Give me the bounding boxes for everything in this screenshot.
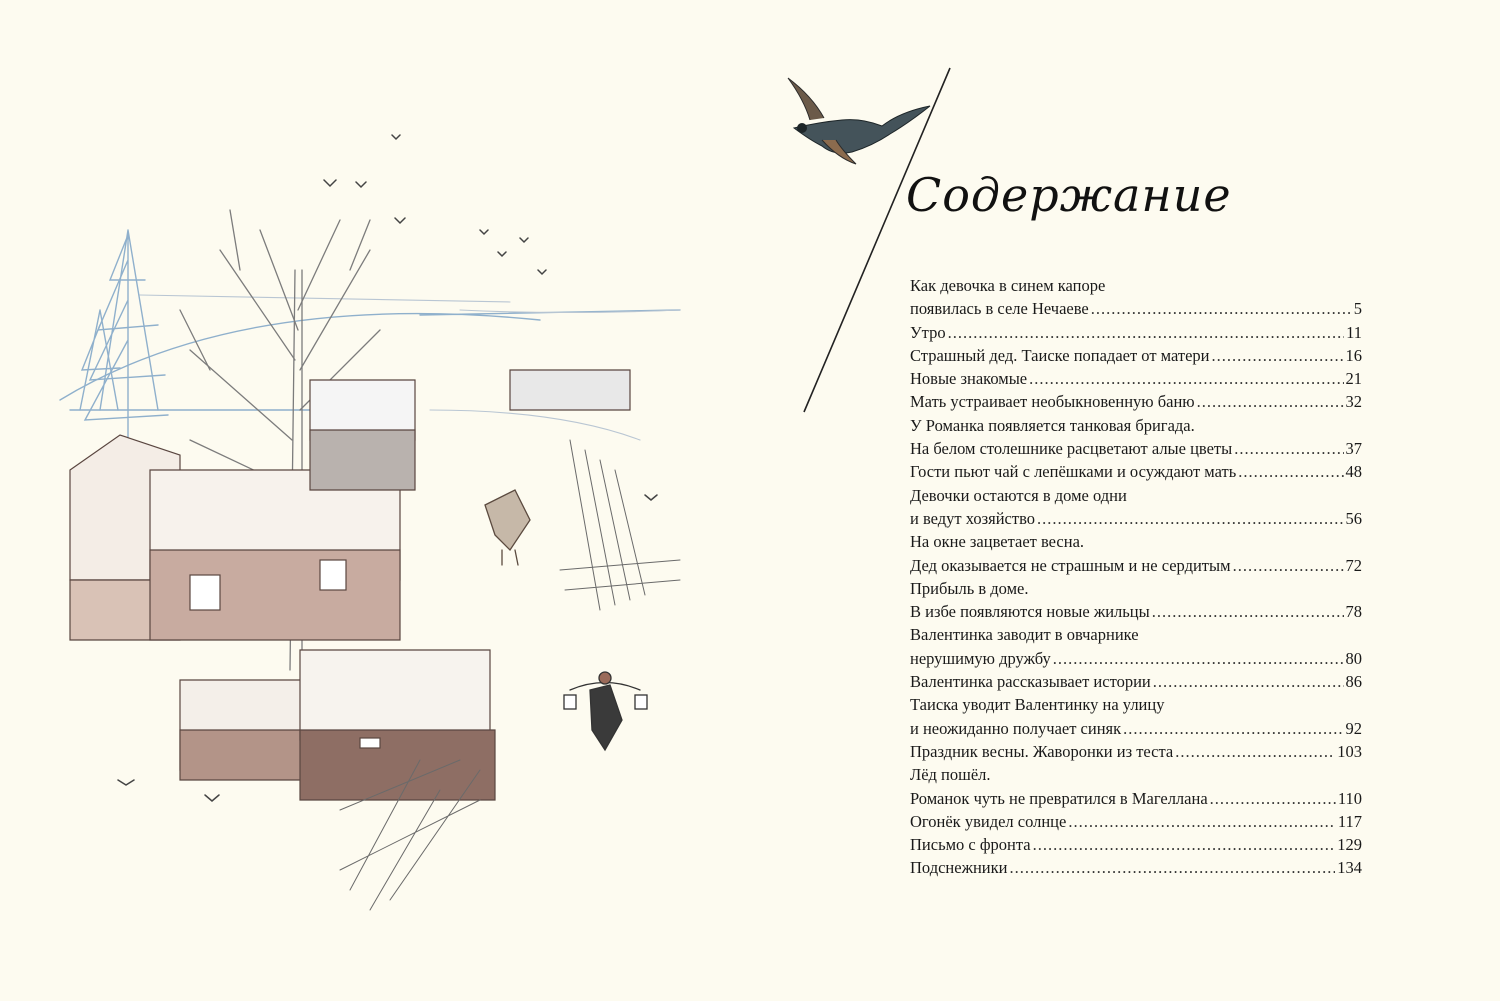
toc-leader-dots xyxy=(1123,717,1343,740)
toc-page-number: 129 xyxy=(1337,835,1362,855)
toc-entry-title: Подснежники xyxy=(910,858,1008,878)
toc-entry-text: Как девочка в синем капоре xyxy=(910,276,1106,295)
toc-entry-text: У Романка появляется танковая бригада. xyxy=(910,415,1195,435)
toc-page-number: 110 xyxy=(1337,788,1362,808)
toc-entry-line xyxy=(910,460,1362,483)
toc-entry[interactable] xyxy=(910,670,1362,693)
toc-entry-line xyxy=(910,647,1362,670)
contents-page xyxy=(780,0,1500,1001)
toc-leader-dots xyxy=(1175,740,1335,763)
toc-entry-line xyxy=(910,717,1362,740)
toc-page-number: 72 xyxy=(1345,555,1362,575)
toc-entry-title: В избе появляются новые жильцы xyxy=(910,602,1150,622)
table-of-contents xyxy=(910,274,1362,880)
toc-entry-title: Огонёк увидел солнце xyxy=(910,811,1067,831)
toc-entry[interactable] xyxy=(910,344,1362,367)
toc-entry-heading-line xyxy=(910,763,1362,786)
toc-entry-line xyxy=(910,787,1362,810)
toc-entry-line xyxy=(910,810,1362,833)
toc-entry[interactable] xyxy=(910,367,1362,390)
toc-entry[interactable] xyxy=(910,577,1362,624)
toc-entry-title: и неожиданно получает синяк xyxy=(910,718,1122,738)
toc-entry[interactable] xyxy=(910,856,1362,879)
toc-entry-title: Страшный дед. Таиске попадает от матери xyxy=(910,345,1210,365)
toc-entry-heading-line xyxy=(910,623,1362,646)
toc-entry-line xyxy=(910,856,1362,879)
toc-entry-text: Валентинка заводит в овчарнике xyxy=(910,625,1139,645)
toc-entry-title: Романок чуть не превратился в Магеллана xyxy=(910,788,1208,808)
toc-entry[interactable] xyxy=(910,530,1362,577)
toc-entry[interactable] xyxy=(910,693,1362,740)
toc-page-number: 80 xyxy=(1345,648,1362,668)
toc-entry-title: и ведут хозяйство xyxy=(910,508,1036,528)
toc-entry-heading-line xyxy=(910,484,1362,507)
toc-entry[interactable] xyxy=(910,321,1362,344)
toc-leader-dots xyxy=(1210,787,1336,810)
toc-entry-heading-line xyxy=(910,577,1362,600)
toc-entry[interactable] xyxy=(910,460,1362,483)
toc-leader-dots xyxy=(1238,460,1343,483)
page-title: Содержание xyxy=(906,168,1232,222)
toc-page-number: 134 xyxy=(1337,858,1362,878)
toc-entry[interactable] xyxy=(910,833,1362,856)
toc-page-number: 48 xyxy=(1345,462,1362,482)
toc-entry[interactable] xyxy=(910,274,1362,321)
toc-entry-text: На окне зацветает весна. xyxy=(910,532,1085,552)
woman-with-buckets xyxy=(564,672,647,750)
toc-leader-dots xyxy=(1091,297,1352,320)
toc-entry-text: Таиска уводит Валентинку на улицу xyxy=(910,695,1165,715)
toc-page-number: 92 xyxy=(1345,718,1362,738)
toc-entry-line xyxy=(910,390,1362,413)
toc-page-number: 86 xyxy=(1345,672,1362,692)
toc-leader-dots xyxy=(948,321,1345,344)
toc-page-number: 103 xyxy=(1337,741,1362,761)
toc-entry-title: Валентинка рассказывает истории xyxy=(910,672,1151,692)
toc-entry[interactable] xyxy=(910,740,1362,763)
toc-entry-line xyxy=(910,321,1362,344)
toc-entry-line xyxy=(910,554,1362,577)
toc-entry-title: появилась в селе Нечаеве xyxy=(910,299,1089,319)
toc-entry-line xyxy=(910,437,1362,460)
toc-entry-title: Новые знакомые xyxy=(910,369,1028,389)
toc-entry[interactable] xyxy=(910,810,1362,833)
toc-page-number: 32 xyxy=(1345,392,1362,412)
toc-page-number: 37 xyxy=(1345,439,1362,459)
toc-entry-line xyxy=(910,600,1362,623)
toc-page-number: 21 xyxy=(1345,369,1362,389)
toc-leader-dots xyxy=(1234,437,1343,460)
toc-leader-dots xyxy=(1197,390,1344,413)
houses xyxy=(70,370,630,800)
toc-page-number: 11 xyxy=(1346,322,1362,342)
toc-entry[interactable] xyxy=(910,484,1362,531)
village-illustration xyxy=(40,110,760,930)
toc-entry-line xyxy=(910,507,1362,530)
toc-page-number: 117 xyxy=(1337,811,1362,831)
toc-leader-dots xyxy=(1037,507,1343,530)
toc-entry[interactable] xyxy=(910,414,1362,461)
toc-entry-line xyxy=(910,833,1362,856)
toc-entry-text: Девочки остаются в доме одни xyxy=(910,485,1127,505)
toc-entry-line xyxy=(910,367,1362,390)
toc-entry-title: Письмо с фронта xyxy=(910,835,1031,855)
toc-entry-title: Дед оказывается не страшным и не сердитым xyxy=(910,555,1231,575)
toc-entry-text: Лёд пошёл. xyxy=(910,765,991,785)
toc-leader-dots xyxy=(1068,810,1336,833)
toc-entry-line xyxy=(910,740,1362,763)
toc-leader-dots xyxy=(1152,600,1344,623)
horse-cart xyxy=(485,490,530,565)
toc-entry-line xyxy=(910,670,1362,693)
toc-entry-title: нерушимую дружбу xyxy=(910,648,1051,668)
toc-leader-dots xyxy=(1009,856,1335,879)
toc-entry-heading-line xyxy=(910,530,1362,553)
toc-leader-dots xyxy=(1212,344,1344,367)
toc-leader-dots xyxy=(1053,647,1344,670)
toc-entry[interactable] xyxy=(910,763,1362,810)
toc-entry-text: Прибыль в доме. xyxy=(910,578,1029,598)
toc-entry-line xyxy=(910,297,1362,320)
toc-entry[interactable] xyxy=(910,623,1362,670)
toc-page-number: 56 xyxy=(1345,508,1362,528)
toc-entry-title: Гости пьют чай с лепёшками и осуждают мать xyxy=(910,462,1237,482)
toc-leader-dots xyxy=(1029,367,1343,390)
magpie-icon xyxy=(788,78,930,164)
toc-entry-heading-line xyxy=(910,274,1362,297)
toc-page-number: 16 xyxy=(1345,345,1362,365)
toc-entry-title: Утро xyxy=(910,322,946,342)
toc-entry-title: Мать устраивает необыкновенную баню xyxy=(910,392,1195,412)
toc-entry-heading-line xyxy=(910,693,1362,716)
toc-entry[interactable] xyxy=(910,390,1362,413)
toc-entry-heading-line xyxy=(910,414,1362,437)
toc-leader-dots xyxy=(1153,670,1344,693)
toc-entry-title: На белом столешнике расцветают алые цветы xyxy=(910,439,1233,459)
toc-page-number: 78 xyxy=(1345,602,1362,622)
toc-page-number: 5 xyxy=(1353,299,1362,319)
toc-leader-dots xyxy=(1033,833,1336,856)
toc-entry-line xyxy=(910,344,1362,367)
toc-entry-title: Праздник весны. Жаворонки из теста xyxy=(910,741,1174,761)
toc-leader-dots xyxy=(1233,554,1344,577)
